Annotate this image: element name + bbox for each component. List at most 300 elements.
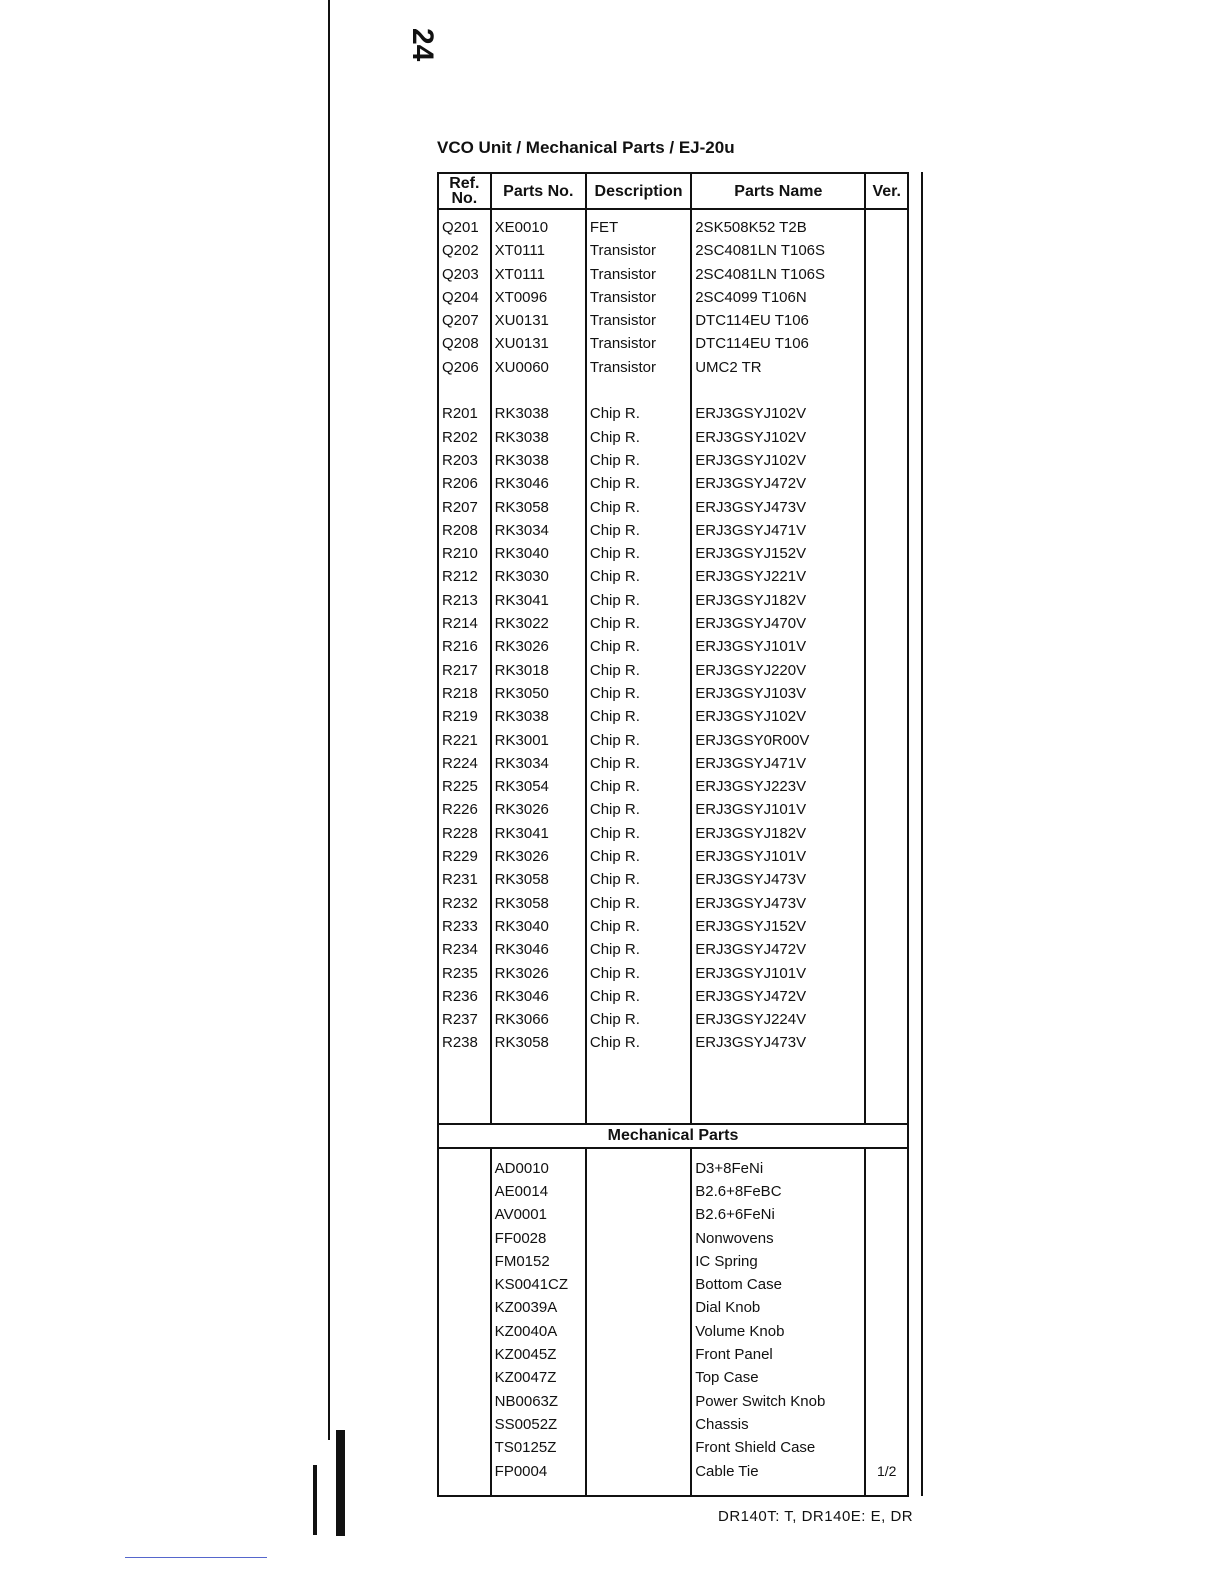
cell-ref: R228: [438, 822, 491, 845]
cell-description: Chip R.: [586, 659, 691, 682]
cell-parts-name: ERJ3GSYJ473V: [691, 1031, 865, 1054]
cell-parts-no: XU0131: [491, 309, 586, 332]
table-row: [438, 729, 908, 752]
cell-ref: [438, 1366, 491, 1389]
cell-description: [586, 1250, 691, 1273]
cell-description: Chip R.: [586, 845, 691, 868]
cell-description: FET: [586, 209, 691, 239]
table-row: [438, 752, 908, 775]
cell-parts-no: RK3054: [491, 775, 586, 798]
cell-parts-no: RK3046: [491, 472, 586, 495]
table-row: [438, 822, 908, 845]
cell-parts-no: RK3030: [491, 565, 586, 588]
cell-parts-no: RK3041: [491, 822, 586, 845]
model-footer: DR140T: T, DR140E: E, DR: [718, 1508, 914, 1525]
cell-ref: [438, 1273, 491, 1296]
cell-ver: [865, 472, 908, 495]
cell-parts-name: B2.6+6FeNi: [691, 1203, 865, 1226]
cell-ref: R218: [438, 682, 491, 705]
cell-ver: [865, 209, 908, 239]
table-row: [438, 402, 908, 425]
cell-ref: [438, 1460, 491, 1496]
table-row: [438, 286, 908, 309]
table-row: [438, 1148, 908, 1180]
cell-ver: [865, 1366, 908, 1389]
parts-table: [437, 172, 909, 1497]
cell-description: [586, 1296, 691, 1319]
cell-parts-name: ERJ3GSYJ101V: [691, 635, 865, 658]
cell-parts-name: ERJ3GSYJ152V: [691, 915, 865, 938]
cell-description: Chip R.: [586, 635, 691, 658]
cell-parts-name: ERJ3GSYJ182V: [691, 822, 865, 845]
cell-parts-no: RK3026: [491, 962, 586, 985]
cell-ref: R229: [438, 845, 491, 868]
cell-parts-name: ERJ3GSYJ472V: [691, 985, 865, 1008]
table-row: [438, 682, 908, 705]
cell-parts-no: RK3046: [491, 938, 586, 961]
cell-ver: [865, 798, 908, 821]
mechanical-parts-body: [438, 1148, 908, 1496]
cell-ver: [865, 542, 908, 565]
table-row: [438, 263, 908, 286]
blank-cell: [491, 1055, 586, 1124]
cell-parts-name: 2SC4081LN T106S: [691, 239, 865, 262]
cell-parts-no: FM0152: [491, 1250, 586, 1273]
cell-ver: [865, 1273, 908, 1296]
cell-ver: [865, 729, 908, 752]
cell-ver: [865, 1413, 908, 1436]
cell-ver: [865, 705, 908, 728]
table-row: [438, 962, 908, 985]
cell-ver: [865, 1320, 908, 1343]
cell-ref: R233: [438, 915, 491, 938]
cell-parts-no: RK3026: [491, 798, 586, 821]
cell-parts-name: B2.6+8FeBC: [691, 1180, 865, 1203]
cell-ref: [438, 1343, 491, 1366]
cell-ref: R221: [438, 729, 491, 752]
cell-parts-name: Volume Knob: [691, 1320, 865, 1343]
cell-parts-no: RK3040: [491, 542, 586, 565]
cell-description: Chip R.: [586, 542, 691, 565]
cell-parts-name: ERJ3GSYJ102V: [691, 402, 865, 425]
cell-parts-name: ERJ3GSYJ152V: [691, 542, 865, 565]
cell-parts-name: 2SK508K52 T2B: [691, 209, 865, 239]
table-row: [438, 496, 908, 519]
cell-ref: R238: [438, 1031, 491, 1054]
cell-parts-no: FF0028: [491, 1227, 586, 1250]
table-row: [438, 565, 908, 588]
cell-ref: R207: [438, 496, 491, 519]
cell-description: [586, 1366, 691, 1389]
cell-ver: [865, 892, 908, 915]
header-description: Description: [586, 173, 691, 209]
cell-parts-name: ERJ3GSYJ101V: [691, 845, 865, 868]
cell-description: Chip R.: [586, 892, 691, 915]
cell-ref: R210: [438, 542, 491, 565]
cell-parts-name: ERJ3GSYJ221V: [691, 565, 865, 588]
bottom-rule: [125, 1557, 267, 1558]
table-row: [438, 1366, 908, 1389]
cell-parts-no: RK3001: [491, 729, 586, 752]
cell-description: Chip R.: [586, 1031, 691, 1054]
cell-ref: R208: [438, 519, 491, 542]
cell-parts-no: RK3041: [491, 589, 586, 612]
cell-parts-no: KZ0039A: [491, 1296, 586, 1319]
table-row: [438, 635, 908, 658]
cell-parts-name: ERJ3GSYJ101V: [691, 962, 865, 985]
cell-parts-no: XT0111: [491, 239, 586, 262]
blank-cell: [691, 379, 865, 402]
cell-ver: [865, 519, 908, 542]
table-row: [438, 775, 908, 798]
cell-parts-no: RK3038: [491, 449, 586, 472]
table-row: [438, 1320, 908, 1343]
cell-parts-name: Cable Tie: [691, 1460, 865, 1496]
cell-description: Chip R.: [586, 775, 691, 798]
right-margin-rule: [921, 172, 923, 1496]
cell-parts-name: ERJ3GSYJ471V: [691, 752, 865, 775]
cell-description: [586, 1180, 691, 1203]
cell-parts-name: ERJ3GSYJ472V: [691, 938, 865, 961]
cell-description: Chip R.: [586, 985, 691, 1008]
cell-parts-name: ERJ3GSYJ103V: [691, 682, 865, 705]
cell-ver: [865, 635, 908, 658]
cell-parts-no: NB0063Z: [491, 1390, 586, 1413]
cell-ver: 1/2: [865, 1460, 908, 1496]
cell-parts-name: 2SC4081LN T106S: [691, 263, 865, 286]
blank-cell: [586, 379, 691, 402]
blank-row: [438, 1055, 908, 1124]
cell-ver: [865, 659, 908, 682]
cell-parts-no: KZ0045Z: [491, 1343, 586, 1366]
cell-ver: [865, 1008, 908, 1031]
cell-parts-name: ERJ3GSYJ101V: [691, 798, 865, 821]
mechanical-section-row: [438, 1124, 908, 1148]
cell-ver: [865, 1436, 908, 1459]
cell-parts-name: Front Shield Case: [691, 1436, 865, 1459]
cell-ver: [865, 589, 908, 612]
cell-ref: R203: [438, 449, 491, 472]
table-header-row: [438, 173, 908, 209]
cell-ver: [865, 309, 908, 332]
cell-ver: [865, 449, 908, 472]
cell-ref: [438, 1320, 491, 1343]
cell-ver: [865, 1180, 908, 1203]
cell-parts-no: RK3058: [491, 496, 586, 519]
cell-ref: R232: [438, 892, 491, 915]
cell-description: Chip R.: [586, 798, 691, 821]
table-row: [438, 938, 908, 961]
cell-parts-name: DTC114EU T106: [691, 309, 865, 332]
blank-cell: [438, 1055, 491, 1124]
cell-description: [586, 1273, 691, 1296]
blank-cell: [491, 379, 586, 402]
cell-parts-name: ERJ3GSYJ473V: [691, 496, 865, 519]
cell-ver: [865, 1296, 908, 1319]
cell-description: [586, 1343, 691, 1366]
filler-body: [438, 1055, 908, 1148]
cell-parts-no: RK3038: [491, 426, 586, 449]
cell-ref: R236: [438, 985, 491, 1008]
cell-ver: [865, 1343, 908, 1366]
table-row: [438, 519, 908, 542]
cell-ref: R225: [438, 775, 491, 798]
cell-description: [586, 1148, 691, 1180]
table-row: [438, 705, 908, 728]
cell-ref: R212: [438, 565, 491, 588]
table-row: [438, 209, 908, 239]
cell-description: Transistor: [586, 356, 691, 379]
cell-parts-no: AE0014: [491, 1180, 586, 1203]
cell-description: Chip R.: [586, 496, 691, 519]
table-row: [438, 309, 908, 332]
cell-description: [586, 1203, 691, 1226]
cell-ref: [438, 1413, 491, 1436]
cell-ref: Q207: [438, 309, 491, 332]
cell-description: Transistor: [586, 309, 691, 332]
cell-ref: R219: [438, 705, 491, 728]
cell-parts-no: KS0041CZ: [491, 1273, 586, 1296]
cell-parts-no: RK3034: [491, 752, 586, 775]
cell-parts-name: D3+8FeNi: [691, 1148, 865, 1180]
cell-parts-no: KZ0047Z: [491, 1366, 586, 1389]
cell-ver: [865, 263, 908, 286]
cell-ver: [865, 1203, 908, 1226]
cell-parts-no: XT0096: [491, 286, 586, 309]
table-row: [438, 239, 908, 262]
cell-parts-name: Chassis: [691, 1413, 865, 1436]
table-row: [438, 1250, 908, 1273]
cell-description: Chip R.: [586, 682, 691, 705]
cell-parts-name: ERJ3GSYJ102V: [691, 426, 865, 449]
cell-ref: R235: [438, 962, 491, 985]
cell-description: [586, 1413, 691, 1436]
cell-description: Chip R.: [586, 519, 691, 542]
cell-parts-name: Front Panel: [691, 1343, 865, 1366]
cell-ver: [865, 915, 908, 938]
cell-ref: R206: [438, 472, 491, 495]
cell-ver: [865, 1227, 908, 1250]
cell-description: Chip R.: [586, 612, 691, 635]
cell-ref: [438, 1250, 491, 1273]
cell-parts-name: ERJ3GSYJ224V: [691, 1008, 865, 1031]
cell-parts-no: SS0052Z: [491, 1413, 586, 1436]
cell-parts-name: UMC2 TR: [691, 356, 865, 379]
cell-parts-no: TS0125Z: [491, 1436, 586, 1459]
cell-description: Chip R.: [586, 752, 691, 775]
blank-row: [438, 379, 908, 402]
cell-parts-no: RK3058: [491, 1031, 586, 1054]
cell-ver: [865, 426, 908, 449]
cell-description: [586, 1320, 691, 1343]
resistor-parts-body: [438, 402, 908, 1054]
cell-ref: R224: [438, 752, 491, 775]
cell-description: Chip R.: [586, 589, 691, 612]
table-row: [438, 868, 908, 891]
cell-ver: [865, 1390, 908, 1413]
cell-description: [586, 1436, 691, 1459]
cell-description: [586, 1460, 691, 1496]
cell-parts-no: FP0004: [491, 1460, 586, 1496]
table-row: [438, 356, 908, 379]
cell-ver: [865, 565, 908, 588]
table-row: [438, 659, 908, 682]
table-row: [438, 1180, 908, 1203]
table-row: [438, 915, 908, 938]
cell-description: Transistor: [586, 286, 691, 309]
cell-ver: [865, 822, 908, 845]
cell-ref: [438, 1180, 491, 1203]
cell-parts-name: ERJ3GSYJ473V: [691, 868, 865, 891]
table-row: [438, 845, 908, 868]
cell-ref: R213: [438, 589, 491, 612]
cell-parts-name: Dial Knob: [691, 1296, 865, 1319]
blank-cell: [865, 379, 908, 402]
mechanical-section-title: Mechanical Parts: [438, 1124, 908, 1148]
table-row: [438, 1296, 908, 1319]
cell-description: Transistor: [586, 332, 691, 355]
cell-ver: [865, 682, 908, 705]
cell-parts-no: RK3038: [491, 402, 586, 425]
cell-parts-name: ERJ3GSY0R00V: [691, 729, 865, 752]
table-row: [438, 449, 908, 472]
cell-description: Chip R.: [586, 402, 691, 425]
cell-parts-name: Bottom Case: [691, 1273, 865, 1296]
cell-ver: [865, 868, 908, 891]
cell-ver: [865, 1148, 908, 1180]
cell-ver: [865, 938, 908, 961]
cell-ver: [865, 962, 908, 985]
cell-parts-no: RK3046: [491, 985, 586, 1008]
cell-parts-no: RK3050: [491, 682, 586, 705]
cell-description: Chip R.: [586, 426, 691, 449]
cell-ref: R231: [438, 868, 491, 891]
table-row: [438, 1460, 908, 1496]
cell-description: [586, 1390, 691, 1413]
header-parts-no: Parts No.: [491, 173, 586, 209]
binding-edge-line-3: [336, 1430, 345, 1536]
cell-ref: Q202: [438, 239, 491, 262]
table-row: [438, 1008, 908, 1031]
table-row: [438, 892, 908, 915]
cell-ver: [865, 496, 908, 519]
cell-ver: [865, 1250, 908, 1273]
cell-parts-no: RK3018: [491, 659, 586, 682]
cell-parts-no: RK3022: [491, 612, 586, 635]
cell-parts-name: ERJ3GSYJ102V: [691, 705, 865, 728]
header-ref-no: Ref. No.: [438, 173, 491, 209]
cell-parts-no: AV0001: [491, 1203, 586, 1226]
cell-ver: [865, 239, 908, 262]
table-row: [438, 472, 908, 495]
cell-parts-name: IC Spring: [691, 1250, 865, 1273]
cell-ver: [865, 286, 908, 309]
cell-ref: R216: [438, 635, 491, 658]
cell-description: Chip R.: [586, 822, 691, 845]
electrical-parts-body: [438, 209, 908, 402]
cell-parts-name: Top Case: [691, 1366, 865, 1389]
cell-ver: [865, 402, 908, 425]
cell-parts-name: Power Switch Knob: [691, 1390, 865, 1413]
cell-ref: [438, 1227, 491, 1250]
cell-parts-no: XT0111: [491, 263, 586, 286]
cell-ref: Q206: [438, 356, 491, 379]
cell-description: Chip R.: [586, 565, 691, 588]
table-row: [438, 1031, 908, 1054]
cell-description: Chip R.: [586, 915, 691, 938]
cell-parts-no: KZ0040A: [491, 1320, 586, 1343]
cell-parts-name: ERJ3GSYJ102V: [691, 449, 865, 472]
cell-parts-name: Nonwovens: [691, 1227, 865, 1250]
table-row: [438, 798, 908, 821]
cell-description: Chip R.: [586, 472, 691, 495]
table-row: [438, 1343, 908, 1366]
cell-ref: R234: [438, 938, 491, 961]
cell-description: Chip R.: [586, 938, 691, 961]
cell-parts-name: ERJ3GSYJ220V: [691, 659, 865, 682]
cell-parts-name: ERJ3GSYJ472V: [691, 472, 865, 495]
cell-ver: [865, 1031, 908, 1054]
blank-cell: [865, 1055, 908, 1124]
cell-description: Chip R.: [586, 962, 691, 985]
cell-description: [586, 1227, 691, 1250]
header-ver: Ver.: [865, 173, 908, 209]
cell-ref: [438, 1296, 491, 1319]
blank-cell: [691, 1055, 865, 1124]
cell-ref: [438, 1436, 491, 1459]
cell-parts-no: RK3026: [491, 845, 586, 868]
cell-parts-name: ERJ3GSYJ470V: [691, 612, 865, 635]
cell-ver: [865, 985, 908, 1008]
cell-ref: Q203: [438, 263, 491, 286]
cell-ref: Q208: [438, 332, 491, 355]
cell-description: Chip R.: [586, 1008, 691, 1031]
table-row: [438, 612, 908, 635]
cell-description: Transistor: [586, 239, 691, 262]
cell-description: Chip R.: [586, 868, 691, 891]
cell-ver: [865, 356, 908, 379]
table-row: [438, 1436, 908, 1459]
cell-ref: Q201: [438, 209, 491, 239]
cell-parts-no: XU0131: [491, 332, 586, 355]
table-row: [438, 1203, 908, 1226]
cell-parts-no: RK3058: [491, 868, 586, 891]
cell-ref: R201: [438, 402, 491, 425]
table-row: [438, 332, 908, 355]
table-row: [438, 985, 908, 1008]
cell-parts-no: XU0060: [491, 356, 586, 379]
cell-description: Chip R.: [586, 729, 691, 752]
page-title: VCO Unit / Mechanical Parts / EJ-20u: [437, 138, 735, 157]
cell-ref: R237: [438, 1008, 491, 1031]
blank-cell: [586, 1055, 691, 1124]
table-row: [438, 542, 908, 565]
cell-parts-no: AD0010: [491, 1148, 586, 1180]
page-number: 24: [406, 28, 439, 62]
cell-ref: R226: [438, 798, 491, 821]
cell-ver: [865, 612, 908, 635]
cell-parts-name: ERJ3GSYJ471V: [691, 519, 865, 542]
cell-parts-name: ERJ3GSYJ223V: [691, 775, 865, 798]
cell-ver: [865, 845, 908, 868]
cell-ref: Q204: [438, 286, 491, 309]
cell-parts-no: RK3038: [491, 705, 586, 728]
cell-parts-no: XE0010: [491, 209, 586, 239]
cell-parts-name: ERJ3GSYJ182V: [691, 589, 865, 612]
cell-description: Chip R.: [586, 449, 691, 472]
cell-ref: [438, 1203, 491, 1226]
binding-edge-line-2: [313, 1465, 317, 1535]
